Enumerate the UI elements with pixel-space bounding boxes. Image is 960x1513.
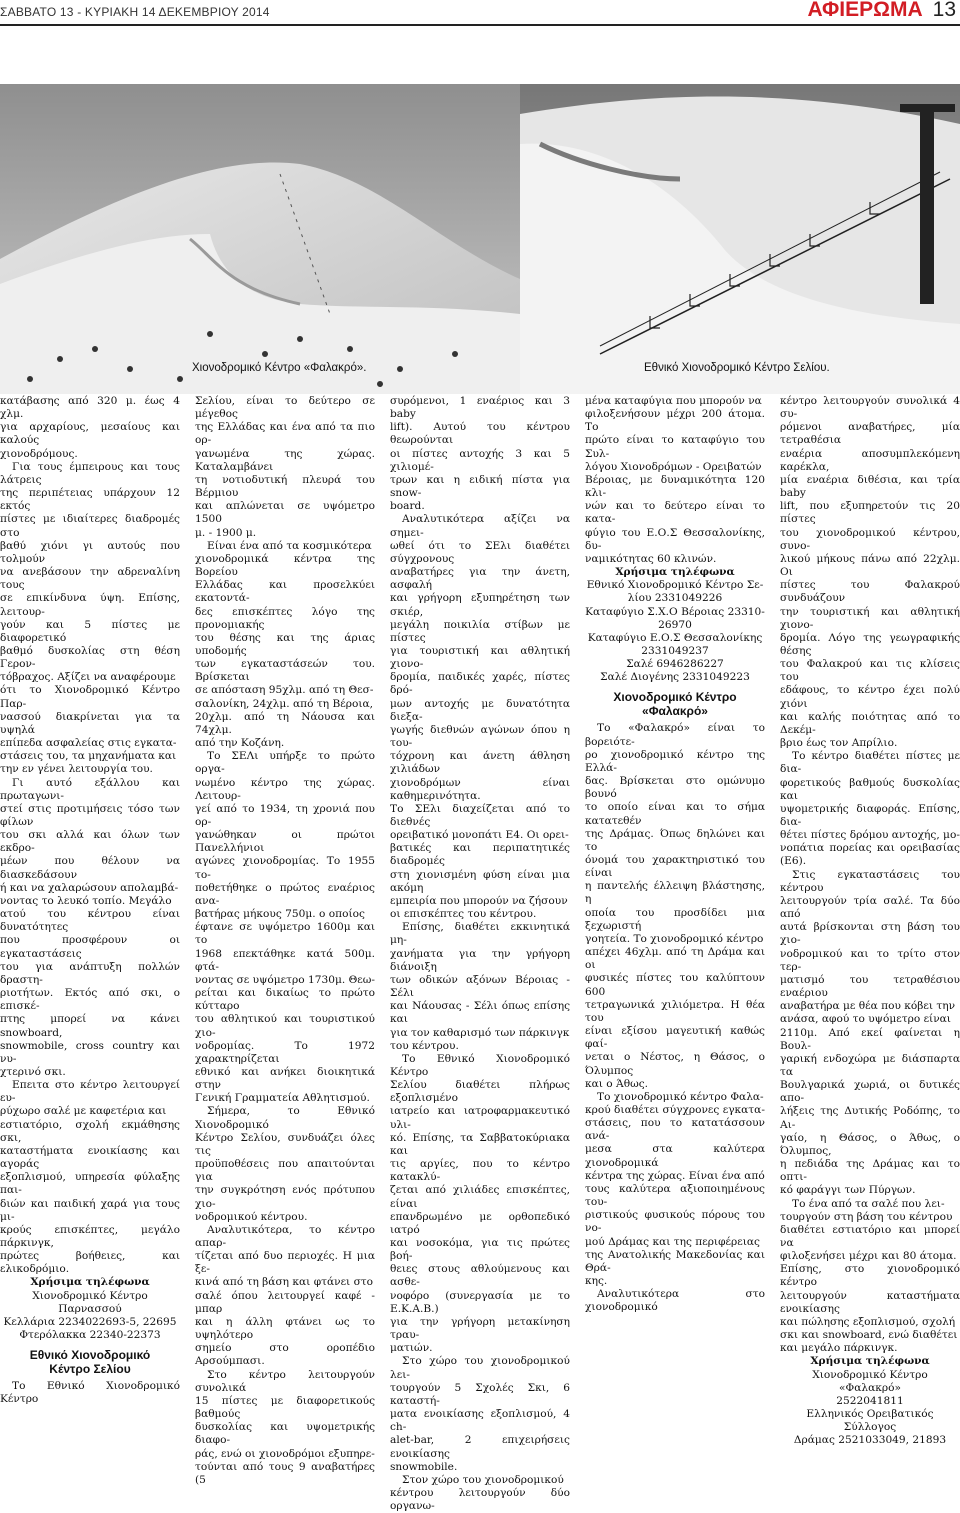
article-column-5 bbox=[780, 395, 960, 1448]
section-name: ΑΦΙΕΡΩΜΑ bbox=[807, 0, 923, 21]
paragraph: Είναι ένα από τα κοσμικότερα χιονοδρομικά κέντρα της Βορείου Ελλάδας και προσελκύει εκατοντά- δες επισκέπτες λόγο της προνομιακής του θέσης και της άριας υποδομής των εγκαταστάσεών του. Βρίσκεται σε απόσταση 95χλμ. από τη Θεσ- σαλονίκη, 24χλμ. από τη Βέροια, 20χλμ. από τη Νάουσα και 74χλμ. από την Κοζάνη. bbox=[195, 539, 375, 750]
paragraph: Στον χώρο του χιονοδρομικού κέντρου λειτουργούν δύο οργανω- bbox=[390, 1473, 570, 1513]
paragraph: Το ΣΕΛι υπήρξε το πρώτο οργα- νωμένο κέντρο της χώρας. Λειτουρ- γεί από το 1934, τη χρονιά που ορ- γανώθηκαν οι πρώτοι Πανελλήνιοι αγώνες χιονοδρομίας. Το 1955 το- ποθετήθηκε ο πρώτος εναέριος ανα- βατήρας μήκους 750μ. ο οποίος έφτανε σε υψόμετρο 1600μ και το 1968 επεκτάθηκε κατά 500μ. φτά- νοντας σε υψόμετρο 1730μ. Θεω- ρείται και δικαίως το πρώτο κύτταρο του αθλητικού και τουριστικού χιο- νοδρομίας. Το 1972 χαρακτηρίζεται εθνικό και ανήκει διοικητικά στην Γενική Γραμματεία Αθλητισμού. bbox=[195, 750, 375, 1105]
paragraph: Στις εγκαταστάσεις του κέντρου λειτουργούν τρία σαλέ. Τα δύο από αυτά βρίσκονται στη βάση του χιο- νοδρομικού και το τρίτο στον τερ- ματισμό του τετραθέσιου εναέριου αναβατήρα με θέα που κόβει την ανάσα, αφού το υψόμετρο είναι 2110μ. Από εκεί φαίνεται η Βουλ- γαρική ενδοχώρα με διάσπαρτα τα Βουλγαρικά χωριά, οι δυτικές απο- λήξεις της Δυτικής Ροδόπης, το Αι- γαίο, η Θάσος, ο Άθως, ο Όλυμπος, η πεδιάδα της Δράμας και το οπτι- κό φαράγγι των Πύργων. bbox=[780, 868, 960, 1197]
phones-list: Χιονοδρομικό Κέντρο «Φαλακρό» 2522041811 Ελληνικός Ορειβατικός Σύλλογος Δράμας 2521033049, 21893 bbox=[793, 1368, 947, 1447]
section-title bbox=[807, 0, 956, 22]
paragraph: Το Εθνικό Χιονοδρομικό Κέντρο bbox=[0, 1380, 180, 1406]
paragraph: Το «Φαλακρό» είναι το βορειότε- ρο χιονοδρομικό κέντρο της Ελλά- δας. Βρίσκεται στο ομώνυμο βουνό το οποίο είναι και το σήμα κατατεθέν της Δράμας. Όπως δηλώνει και το όνομά του χαρακτηριστικό του είναι η παντελής έλλειψη βλάστησης, η οποία του προσδίδει μια ξεχωριστή γοητεία. Το χιονοδρομικό κέντρο απέχει 46χλμ. από τη Δράμα και οι φυσικές πίστες του καλύπτουν 600 τετραγωνικά χιλιόμετρα. Η θέα του είναι εξίσου μαγευτική καθώς φαί- νεται ο Νέστος, η Θάσος, ο Όλυμπος και ο Άθως. bbox=[585, 722, 765, 1090]
photo-seli bbox=[520, 84, 960, 394]
page-header bbox=[0, 0, 960, 26]
article-column-1 bbox=[0, 395, 180, 1407]
paragraph: μένα καταφύγια που μπορούν να φιλοξενήσουν μέχρι 200 άτομα. Το πρώτο είναι το καταφύγιο του Συλ- λόγου Χιονοδρόμων - Ορειβατών Βέροιας, με δυναμικότητα 120 κλι- νών και το δεύτερο είναι το κατα- φύγιο του Ε.Ο.Σ Θεσσαλονίκης, δυ- ναμικότητας 60 κλινών. bbox=[585, 395, 765, 565]
paragraph: Το κέντρο διαθέτει πίστες με δια- φορετικούς βαθμούς δυσκολίας και υψομετρικής διαφοράς. Επίσης, δια- θέτει πίστες δρόμου αντοχής, μο- νοπάτια πορείας και ορειβασίας (Ε6). bbox=[780, 750, 960, 868]
paragraph: Επειτα στο κέντρο λειτουργεί ευ- ρύχωρο σαλέ με καφετέρια και εστιατόριο, σχολή εκμάθησης σκι, καταστήματα ενοικίασης και αγοράς εξοπλισμού, υπηρεσία φύλαξης παι- διών και παιδική χαρά για τους μι- κρούς επισκέπτες, μεγάλο πάρκινγκ, πρώτες βοήθειες, και ελικοδρόμιο. bbox=[0, 1079, 180, 1276]
phones-title: Χρήσιμα τηλέφωνα bbox=[615, 566, 735, 579]
paragraph: Γι αυτό εξάλλου και πρωταγωνι- στεί στις προτιμήσεις τόσο των φίλων του σκι αλλά και όλων των εκδρο- μέων που θέλουν να διασκεδάσουν ή και να χαλαρώσουν απολαμβά- νοντας το λευκό τοπίο. Μεγάλο ατού του κέντρου είναι δυνατότητες που προσφέρουν οι εγκαταστάσεις του για ανάπτυξη πολλών δραστη- ριοτήτων. Εκτός από σκι, ο επισκέ- πτης μπορεί να κάνει snowboard, snowmobile, cross country και νυ- χτερινό σκι. bbox=[0, 776, 180, 1078]
article-column-3 bbox=[390, 395, 570, 1513]
paragraph: Αναλυτικότερα αξίζει να σημει- ωθεί ότι το ΣΕλι διαθέτει σύγχρονους αναβατήρες για την άνετη, ασφαλή και γρήγορη εξυπηρέτηση των σκιέρ, μεγάλη ποικιλία στίβων με πίστες για τουριστική και αθλητική χιονο- δρομία, παιδικές χαρές, πίστες δρό- μων αντοχής με δυνατότητα διεξα- γωγής διεθνών αγώνων όπου η του- τόχρονη και άνετη άθληση χιλιάδων χιονοδρόμων είναι καθημερινότητα. Το ΣΕλι διαχείζεται από το διεθνές ορειβατικό μονοπάτι Ε4. Οι ορει- βατικές και περιπατητικές διαδρομές στη χιονισμένη φύση είναι μια ακόμη εμπειρία που μπορούν να ζήσουν οι επισκέπτες του κέντρου. bbox=[390, 513, 570, 921]
header-rule bbox=[0, 24, 960, 26]
article-column-4 bbox=[585, 395, 765, 1314]
photo-falakro bbox=[0, 84, 520, 394]
photo-caption-falakro: Χιονοδρομικό Κέντρο «Φαλακρό». bbox=[192, 362, 367, 374]
paragraph: Για τους έμπειρους και τους λάτρεις της περιπέτειας υπάρχουν 12 εκτός πίστες με ιδιαίτερες διαδρομές στο βαθύ χιόνι γι αυτούς που τολμούν να ανεβάσουν την αδρεναλίνη τους σε επικίνδυνα ύψη. Επίσης, λειτουρ- γούν και 5 πίστες με διαφορετικό βαθμό δυσκολίας στη θέση Γερον- τόβραχος. Αξίζει να αναφέρουμε ότι το Χιονοδρομικό Κέντρο Παρ- νασσού διακρίνεται για τα υψηλά επίπεδα ασφαλείας στις εγκατα- στάσεις του, τα μηχανήματα και την εν γένει λειτουργία του. bbox=[0, 460, 180, 776]
issue-date: ΣΑΒΒΑΤΟ 13 - ΚΥΡΙΑΚΗ 14 ΔΕΚΕΜΒΡΙΟΥ 2014 bbox=[0, 5, 270, 19]
paragraph: κέντρο λειτουργούν συνολικά 4 συ- ρόμενοι αναβατήρες, μία τετραθέσια εναέρια αποσυμπλεκόμενη καρέκλα, μία εναέρια διθέσια, και τρία baby lift, που εξυπηρετούν τις 20 πίστες του χιονοδρομικού κέντρου, συνο- λικού μήκους πάνω από 22χλμ. Οι πίστες του Φαλακρού συνδυάζουν την τουριστική και αθλητική χιονο- δρομία. Λόγο της γεωγραφικής θέσης του Φαλακρού και τις κλίσεις του εδάφους, το κέντρο έχει πολύ χιόνι και καλής ποιότητας από το Δεκέμ- βριο έως τον Απρίλιο. bbox=[780, 395, 960, 750]
paragraph: Το ένα από τα σαλέ που λει- τουργούν στη βάση του κέντρου διαθέτει εστιατόριο και μπορεί να φιλοξενήσει μέχρι και 80 άτομα. Επίσης, στο χιονοδρομικό κέντρο λειτουργούν καταστήματα ενοικίασης και πώλησης εξοπλισμού, σχολή σκι και snowboard, ενώ διαθέτει και μεγάλο πάρκινγκ. bbox=[780, 1197, 960, 1355]
page-number: 13 bbox=[932, 0, 956, 21]
phones-list: Χιονοδρομικό Κέντρο Παρνασσού Κελλάρια 2234022693-5, 22695 Φτερόλακκα 22340-22373 bbox=[3, 1289, 177, 1342]
paragraph: Το χιονοδρομικό κέντρο Φαλα- κρού διαθέτει σύγχρονες εγκατα- στάσεις, που το κατατάσσουν ανά- μεσα στα καλύτερα χιονοδρομικά κέντρα της χώρας. Είναι ένα από τους καλύτερα αξιοποιημένους του- ριστικούς φυσικούς πόρους του νο- μού Δράμας και της περιφέρειας της Ανατολικής Μακεδονίας και Θρά- κης. bbox=[585, 1090, 765, 1287]
phones-title: Χρήσιμα τηλέφωνα bbox=[810, 1355, 930, 1368]
paragraph: Αναλυτικότερα στο χιονοδρομικό bbox=[585, 1288, 765, 1314]
section-heading: Εθνικό Χιονοδρομικό Κέντρο Σελίου bbox=[29, 1348, 151, 1377]
paragraph: Επίσης, διαθέτει εκκινητικά μη- χανήματα για την γρήγορη διάνοιξη των οδικών αξόνων Βέροιας - Σέλι και Νάουσας - Σέλι όπως επίσης και για τον καθαρισμό των πάρκινγκ του κέντρου. bbox=[390, 921, 570, 1052]
photo-caption-seli: Εθνικό Χιονοδρομικό Κέντρο Σελίου. bbox=[644, 362, 830, 374]
phones-list: Εθνικό Χιονοδρομικό Κέντρο Σε- λίου 2331049226 Καταφύγιο Σ.Χ.Ο Βέροιας 23310- 26970 Καταφύγιο Ε.Ο.Σ Θεσσαλονίκης 2331049237 Σαλέ 6946286227 Σαλέ Διογένης 2331049223 bbox=[585, 579, 765, 684]
paragraph: Το Εθνικό Χιονοδρομικό Κέντρο Σελίου διαθέτει πλήρως εξοπλισμένο ιατρείο και ιατροφαρμακευτικό υλι- κό. Επίσης, τα Σαββατοκύριακα και τις αργίες, που το κέντρο κατακλύ- ζεται από χιλιάδες επισκέπτες, είναι επανδρωμένο με ορθοπεδικό ιατρό και νοσοκόμα, για τις πρώτες βοή- θειες στους αθλούμενους και ασθε- νοφόρο (συνεργασία με το Ε.Κ.Α.Β.) για την γρήγορη μετακίνηση τραυ- ματιών. bbox=[390, 1052, 570, 1355]
section-heading: Χιονοδρομικό Κέντρο «Φαλακρό» bbox=[613, 690, 737, 719]
paragraph: Σήμερα, το Εθνικό Χιονοδρομικό Κέντρο Σελίου, συνδυάζει όλες τις προϋποθέσεις που απαιτούνται για την συγκρότηση ενός πρότυπου χιο- νοδρομικού κέντρου. bbox=[195, 1105, 375, 1223]
phones-title: Χρήσιμα τηλέφωνα bbox=[30, 1276, 150, 1289]
paragraph: Στο κέντρο λειτουργούν συνολικά 15 πίστες με διαφορετικούς βαθμούς δυσκολίας και υψομετρικής διαφο- ράς, ενώ οι χιονοδρόμοι εξυπηρε- τούνται από τους 9 αναβατήρες (5 bbox=[195, 1368, 375, 1486]
paragraph: Αναλυτικότερα, το κέντρο απαρ- τίζεται από δυο περιοχές. Η μια ξε- κινά από τη βάση και φτάνει στο σαλέ όπου λειτουργεί καφέ - μπαρ και η άλλη φτάνει ως το υψηλότερο σημείο στο οροπέδιο Αρσούμπασι. bbox=[195, 1223, 375, 1368]
paragraph: Στο χώρο του χιονοδρομικού λει- τουργούν 5 Σχολές Σκι, 6 καταστή- ματα ενοικίασης εξοπλισμού, 4 ch- alet-bar, 2 επιχειρήσεις ενοικίασης snowmobile. bbox=[390, 1355, 570, 1473]
paragraph: συρόμενοι, 1 εναέριος και 3 baby lift). Αυτού του κέντρου θεωρούνται οι πίστες αντοχής 3 και 5 χιλιομέ- τρων και η ειδική πίστα για snow- board. bbox=[390, 395, 570, 513]
article-column-2 bbox=[195, 395, 375, 1487]
paragraph: κατάβασης από 320 μ. έως 4 χλμ. για αρχαρίους, μεσαίους και καλούς χιονοδρόμους. bbox=[0, 395, 180, 460]
paragraph: Σελίου, είναι το δεύτερο σε μέγεθος της Ελλάδας και ένα από τα πιο ορ- γανωμένα της χώρας. Καταλαμβάνει τη νοτιοδυτική πλευρά του Βέρμιου και απλώνεται σε υψόμετρο 1500 μ. - 1900 μ. bbox=[195, 395, 375, 539]
